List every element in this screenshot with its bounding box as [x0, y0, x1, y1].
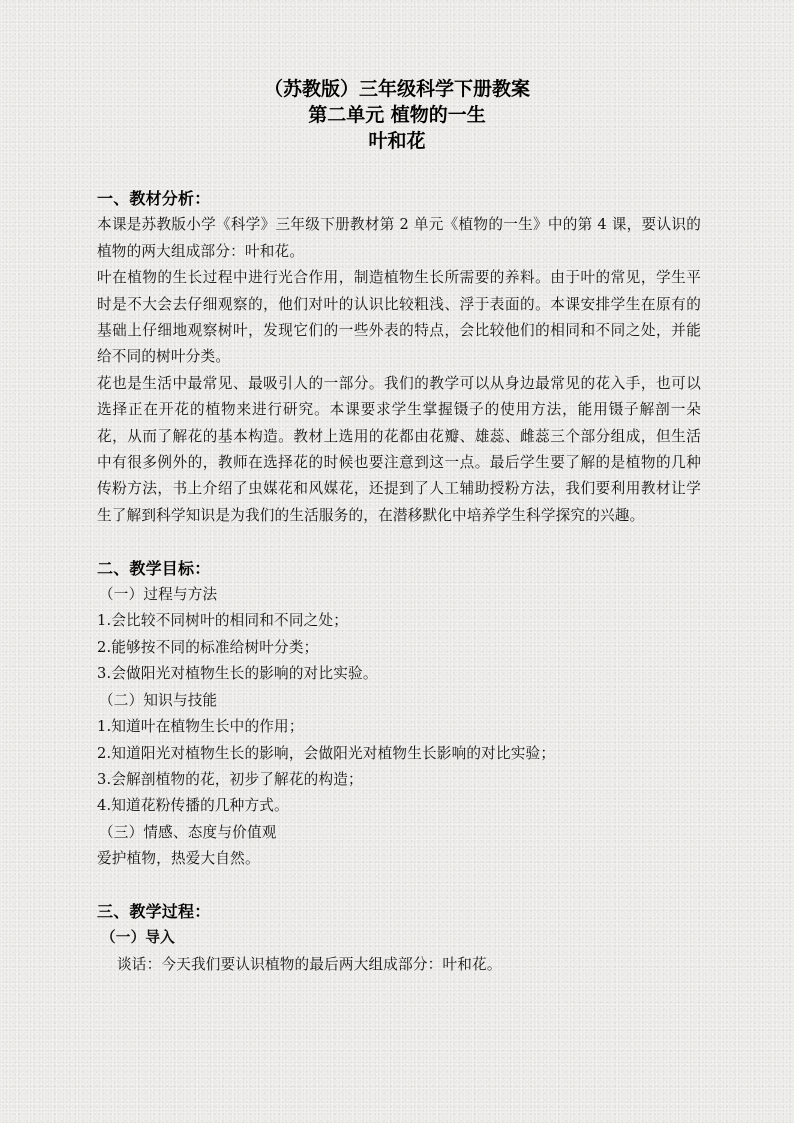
subsection-title: （三）情感、态度与价值观 — [99, 823, 277, 841]
document-title: （苏教版）三年级科学下册教案 — [263, 78, 530, 100]
list-item: 2.能够按不同的标准给树叶分类； — [97, 638, 319, 656]
subsection-title: （一）过程与方法 — [99, 586, 218, 604]
list-item: 1.知道叶在植物生长中的作用； — [97, 718, 304, 736]
unit-title: 第二单元 植物的一生 — [308, 104, 486, 126]
list-item: 3.会解剖植物的花，初步了解花的构造； — [97, 770, 363, 788]
list-item: 4.知道花粉传播的几种方式。 — [97, 797, 289, 815]
paragraph: 花也是生活中最常见、最吸引人的一部分。我们的教学可以从身边最常见的花入手，也可以选择正在开花的植物来进行研究。本课要求学生掌握镊子的使用方法，能用镊子解剖一朵花，从而了解花的基本构造。教材上选用的花都由花瓣、雄蕊、雌蕊三个部分组成，但生活中有很多例外的，教师在选择花的时候也要注意到这一点。最后学生要了解的是植物的几种传粉方法，书上介绍了虫媒花和风媒花，还提到了人工辅助授粉方法，我们要利用教材让学生了解到科学知识是为我们的生活服务的，在潜移默化中培养学生科学探究的兴趣。 — [97, 374, 701, 524]
section-heading-teaching-process: 三、教学过程： — [97, 901, 211, 921]
lesson-title: 叶和花 — [368, 130, 426, 152]
list-item: 2.知道阳光对植物生长的影响，会做阳光对植物生长影响的对比实验； — [97, 744, 556, 762]
paragraph: 谈话：今天我们要认识植物的最后两大组成部分：叶和花。 — [117, 955, 502, 973]
title-block — [0, 76, 794, 154]
section-heading-teaching-goals: 二、教学目标： — [97, 558, 211, 578]
list-item: 1.会比较不同树叶的相同和不同之处； — [97, 612, 349, 630]
document-body — [97, 186, 701, 978]
spacer — [97, 873, 701, 899]
paragraph: 叶在植物的生长过程中进行光合作用，制造植物生长所需要的养料。由于叶的常见，学生平时是不大会去仔细观察的，他们对叶的认识比较粗浅、浮于表面的。本课安排学生在原有的基础上仔细地观察树叶，发现它们的一些外表的特点，会比较他们的相同和不同之处，并能给不同的树叶分类。 — [97, 269, 701, 366]
subsection-title: （二）知识与技能 — [99, 691, 218, 709]
subsection-title: （一）导入 — [101, 929, 175, 947]
list-item: 3.会做阳光对植物生长的影响的对比实验。 — [97, 665, 378, 683]
paragraph: 本课是苏教版小学《科学》三年级下册教材第 2 单元《植物的一生》中的第 4 课，要认识的植物的两大组成部分：叶和花。 — [97, 216, 701, 260]
section-heading-material-analysis: 一、教材分析： — [97, 189, 211, 208]
spacer — [97, 529, 701, 555]
list-item: 爱护植物，热爱大自然。 — [97, 850, 260, 868]
